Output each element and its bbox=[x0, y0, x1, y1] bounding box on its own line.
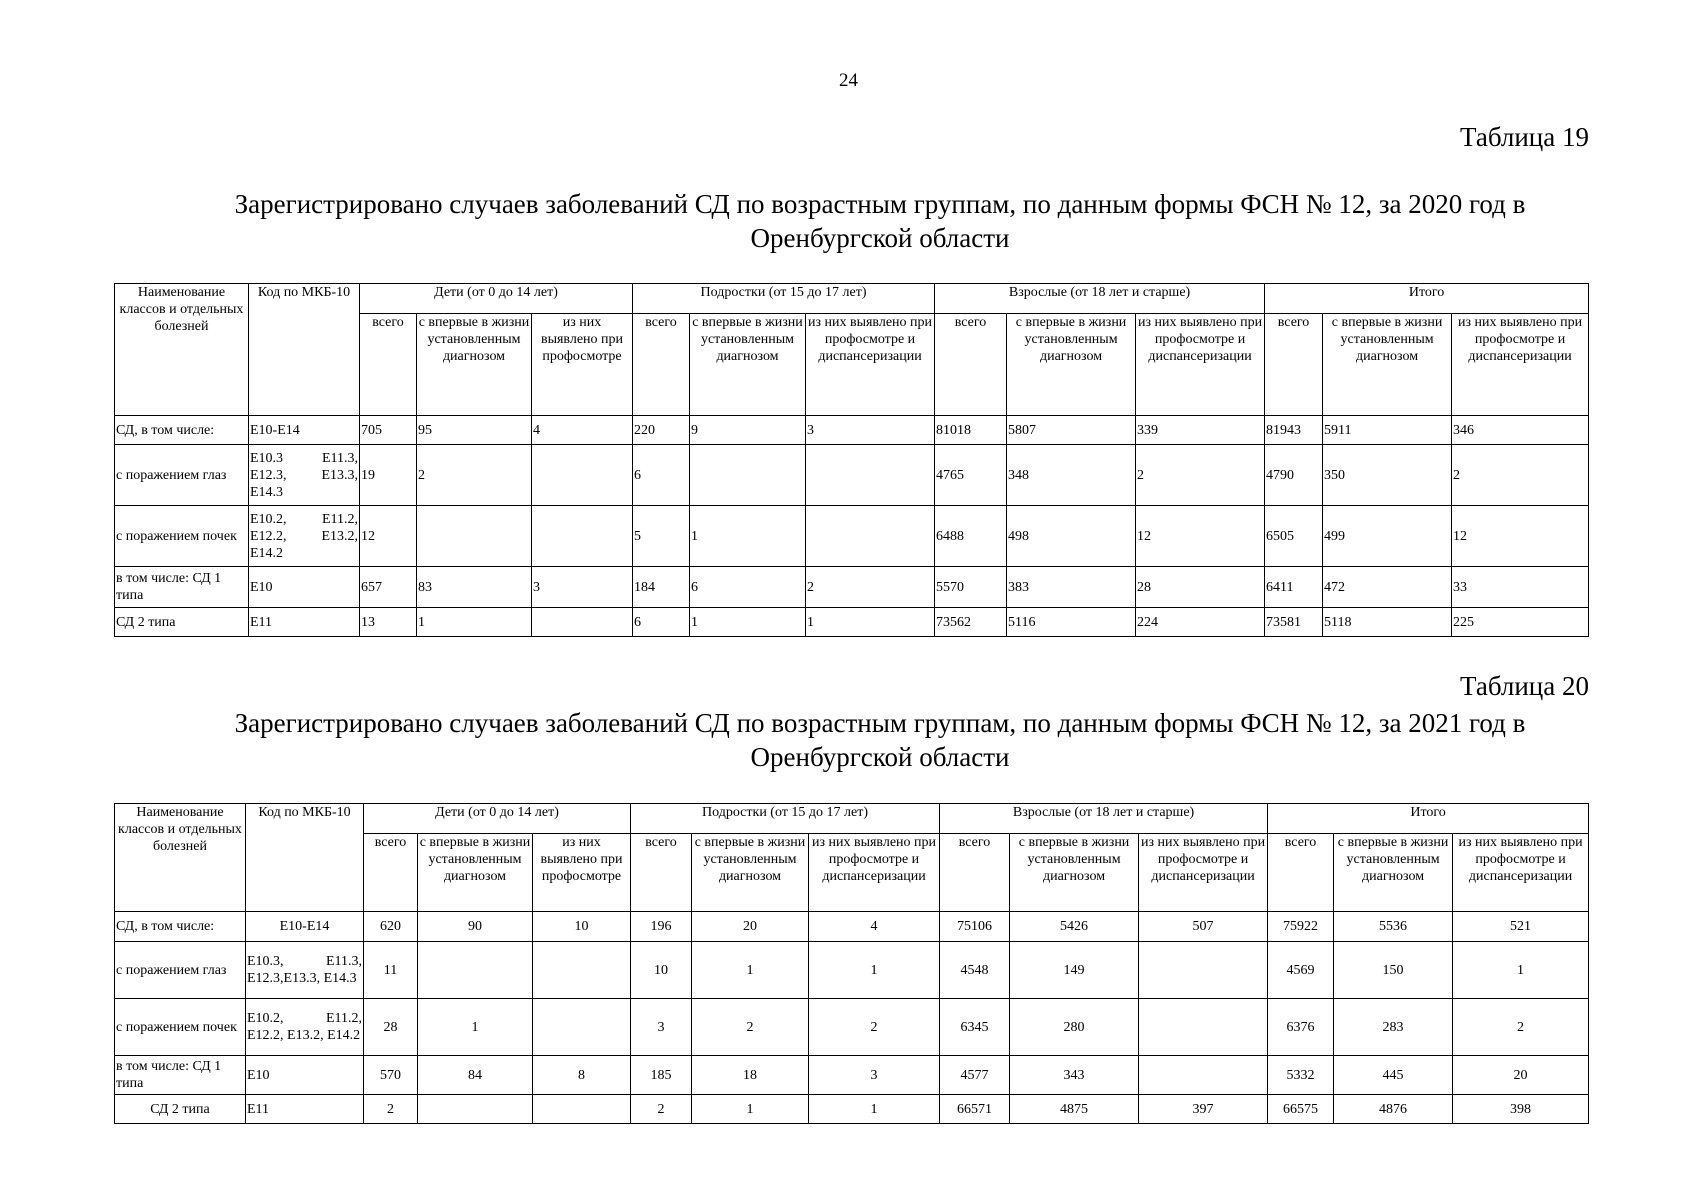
cell: 12 bbox=[1136, 506, 1265, 567]
row-name: в том числе: СД 1 типа bbox=[115, 567, 249, 608]
header-code: Код по МКБ-10 bbox=[246, 804, 364, 912]
subheader-total: всего bbox=[1268, 834, 1334, 912]
subheader-first-diagnosed: с впервые в жизни установленным диагнозом bbox=[418, 834, 533, 912]
cell: 1 bbox=[1453, 942, 1589, 999]
table-row bbox=[115, 1056, 1589, 1095]
cell: 2 bbox=[631, 1095, 692, 1124]
subheader-screening: из них выявлено при профосмотре и диспансеризации bbox=[1453, 834, 1589, 912]
cell: 8 bbox=[533, 1056, 631, 1095]
header-name: Наименование классов и отдельных болезней bbox=[115, 284, 249, 416]
cell: 283 bbox=[1334, 999, 1453, 1056]
cell: 657 bbox=[360, 567, 417, 608]
cell: 1 bbox=[809, 1095, 940, 1124]
cell: 196 bbox=[631, 912, 692, 942]
row-name: с поражением глаз bbox=[115, 942, 246, 999]
subheader-total: всего bbox=[360, 314, 417, 416]
subheader-total: всего bbox=[940, 834, 1010, 912]
subheader-first-diagnosed: с впервые в жизни установленным диагнозом bbox=[1323, 314, 1452, 416]
cell: 5116 bbox=[1007, 608, 1136, 637]
cell bbox=[1139, 1056, 1268, 1095]
cell: 81943 bbox=[1265, 416, 1323, 445]
cell: 13 bbox=[360, 608, 417, 637]
cell: 95 bbox=[417, 416, 532, 445]
header-name: Наименование классов и отдельных болезней bbox=[115, 804, 246, 912]
subheader-first-diagnosed: с впервые в жизни установленным диагнозом bbox=[1334, 834, 1453, 912]
header-group-total: Итого bbox=[1265, 284, 1589, 314]
cell: 83 bbox=[417, 567, 532, 608]
cell: 73581 bbox=[1265, 608, 1323, 637]
subheader-screening: из них выявлено при профосмотре и диспансеризации bbox=[1452, 314, 1589, 416]
cell: 3 bbox=[806, 416, 935, 445]
table-row bbox=[115, 608, 1589, 637]
cell: 66571 bbox=[940, 1095, 1010, 1124]
subheader-first-diagnosed: с впервые в жизни установленным диагнозом bbox=[690, 314, 806, 416]
header-group-children: Дети (от 0 до 14 лет) bbox=[364, 804, 631, 834]
row-name: СД, в том числе: bbox=[115, 416, 249, 445]
cell bbox=[418, 1095, 533, 1124]
cell: 2 bbox=[692, 999, 809, 1056]
cell: 9 bbox=[690, 416, 806, 445]
cell: 521 bbox=[1453, 912, 1589, 942]
cell: 224 bbox=[1136, 608, 1265, 637]
cell: 445 bbox=[1334, 1056, 1453, 1095]
cell: 383 bbox=[1007, 567, 1136, 608]
header-group-teens: Подростки (от 15 до 17 лет) bbox=[631, 804, 940, 834]
table-19-label: Таблица 19 bbox=[1460, 122, 1589, 152]
row-name: СД 2 типа bbox=[115, 1095, 246, 1124]
cell: 4876 bbox=[1334, 1095, 1453, 1124]
cell: 5 bbox=[633, 506, 690, 567]
cell: 1 bbox=[418, 999, 533, 1056]
cell: 185 bbox=[631, 1056, 692, 1095]
cell bbox=[690, 445, 806, 506]
row-name: СД, в том числе: bbox=[115, 912, 246, 942]
cell: 1 bbox=[806, 608, 935, 637]
subheader-first-diagnosed: с впервые в жизни установленным диагнозом bbox=[1007, 314, 1136, 416]
cell: 4875 bbox=[1010, 1095, 1139, 1124]
table-row bbox=[115, 999, 1589, 1056]
cell: 20 bbox=[1453, 1056, 1589, 1095]
row-name: с поражением почек bbox=[115, 999, 246, 1056]
cell: 4 bbox=[532, 416, 633, 445]
cell: 5332 bbox=[1268, 1056, 1334, 1095]
cell: 280 bbox=[1010, 999, 1139, 1056]
subheader-screening: из них выявлено при профосмотре bbox=[533, 834, 631, 912]
cell: 4577 bbox=[940, 1056, 1010, 1095]
cell: 1 bbox=[692, 942, 809, 999]
table-19-title: Зарегистрировано случаев заболеваний СД по возрастным группам, по данным формы ФСН № 12, за 2020 год в Оренбургской области bbox=[234, 189, 1526, 253]
cell: 184 bbox=[633, 567, 690, 608]
cell: 1 bbox=[417, 608, 532, 637]
cell: 6376 bbox=[1268, 999, 1334, 1056]
row-code: E10 bbox=[246, 1056, 364, 1095]
cell: 2 bbox=[806, 567, 935, 608]
cell: 499 bbox=[1323, 506, 1452, 567]
cell bbox=[533, 999, 631, 1056]
cell: 397 bbox=[1139, 1095, 1268, 1124]
row-name: СД 2 типа bbox=[115, 608, 249, 637]
cell: 3 bbox=[631, 999, 692, 1056]
cell: 10 bbox=[631, 942, 692, 999]
cell: 472 bbox=[1323, 567, 1452, 608]
row-code: E10.2, E11.2, E12.2, E13.2, E14.2 bbox=[246, 999, 364, 1056]
cell bbox=[1139, 942, 1268, 999]
table-row bbox=[115, 416, 1589, 445]
cell: 66575 bbox=[1268, 1095, 1334, 1124]
cell: 2 bbox=[417, 445, 532, 506]
table-row bbox=[115, 912, 1589, 942]
table-20-label: Таблица 20 bbox=[1460, 671, 1589, 701]
subheader-total: всего bbox=[935, 314, 1007, 416]
cell bbox=[532, 506, 633, 567]
row-code: E10.3, E11.3, E12.3,E13.3, E14.3 bbox=[246, 942, 364, 999]
subheader-screening: из них выявлено при профосмотре и диспансеризации bbox=[806, 314, 935, 416]
cell bbox=[532, 608, 633, 637]
cell: 2 bbox=[809, 999, 940, 1056]
row-name: в том числе: СД 1 типа bbox=[115, 1056, 246, 1095]
subheader-screening: из них выявлено при профосмотре и диспансеризации bbox=[809, 834, 940, 912]
cell: 1 bbox=[690, 506, 806, 567]
row-code: E11 bbox=[249, 608, 360, 637]
cell: 6 bbox=[690, 567, 806, 608]
cell: 2 bbox=[1452, 445, 1589, 506]
cell: 705 bbox=[360, 416, 417, 445]
header-group-adults: Взрослые (от 18 лет и старше) bbox=[935, 284, 1265, 314]
cell: 12 bbox=[360, 506, 417, 567]
cell: 570 bbox=[364, 1056, 418, 1095]
cell bbox=[532, 445, 633, 506]
table-row bbox=[115, 445, 1589, 506]
row-name: с поражением глаз bbox=[115, 445, 249, 506]
cell: 11 bbox=[364, 942, 418, 999]
cell: 84 bbox=[418, 1056, 533, 1095]
row-code: E10-E14 bbox=[246, 912, 364, 942]
subheader-screening: из них выявлено при профосмотре bbox=[532, 314, 633, 416]
row-code: E10.3 E11.3, E12.3, E13.3, E14.3 bbox=[249, 445, 360, 506]
cell: 6345 bbox=[940, 999, 1010, 1056]
cell: 2 bbox=[364, 1095, 418, 1124]
cell: 4569 bbox=[1268, 942, 1334, 999]
table-19 bbox=[114, 283, 1589, 637]
cell bbox=[533, 1095, 631, 1124]
cell: 73562 bbox=[935, 608, 1007, 637]
header-group-adults: Взрослые (от 18 лет и старше) bbox=[940, 804, 1268, 834]
cell: 3 bbox=[532, 567, 633, 608]
subheader-total: всего bbox=[631, 834, 692, 912]
cell bbox=[806, 445, 935, 506]
cell: 398 bbox=[1453, 1095, 1589, 1124]
subheader-screening: из них выявлено при профосмотре и диспансеризации bbox=[1136, 314, 1265, 416]
subheader-first-diagnosed: с впервые в жизни установленным диагнозом bbox=[692, 834, 809, 912]
table-row bbox=[115, 1095, 1589, 1124]
cell: 339 bbox=[1136, 416, 1265, 445]
cell bbox=[418, 942, 533, 999]
subheader-first-diagnosed: с впервые в жизни установленным диагнозом bbox=[417, 314, 532, 416]
cell: 3 bbox=[809, 1056, 940, 1095]
cell: 81018 bbox=[935, 416, 1007, 445]
header-group-teens: Подростки (от 15 до 17 лет) bbox=[633, 284, 935, 314]
cell: 1 bbox=[690, 608, 806, 637]
cell: 20 bbox=[692, 912, 809, 942]
row-code: E11 bbox=[246, 1095, 364, 1124]
cell: 6411 bbox=[1265, 567, 1323, 608]
row-code: E10 bbox=[249, 567, 360, 608]
cell: 2 bbox=[1453, 999, 1589, 1056]
table-row bbox=[115, 942, 1589, 999]
row-name: с поражением почек bbox=[115, 506, 249, 567]
cell: 5536 bbox=[1334, 912, 1453, 942]
row-code: E10.2, E11.2, E12.2, E13.2, E14.2 bbox=[249, 506, 360, 567]
cell: 5570 bbox=[935, 567, 1007, 608]
cell: 75106 bbox=[940, 912, 1010, 942]
cell: 149 bbox=[1010, 942, 1139, 999]
cell: 220 bbox=[633, 416, 690, 445]
cell: 150 bbox=[1334, 942, 1453, 999]
cell: 350 bbox=[1323, 445, 1452, 506]
cell: 498 bbox=[1007, 506, 1136, 567]
cell bbox=[1139, 999, 1268, 1056]
cell bbox=[806, 506, 935, 567]
cell: 19 bbox=[360, 445, 417, 506]
subheader-screening: из них выявлено при профосмотре и диспансеризации bbox=[1139, 834, 1268, 912]
cell: 28 bbox=[364, 999, 418, 1056]
cell: 6488 bbox=[935, 506, 1007, 567]
cell: 5807 bbox=[1007, 416, 1136, 445]
cell: 225 bbox=[1452, 608, 1589, 637]
cell: 4790 bbox=[1265, 445, 1323, 506]
cell bbox=[417, 506, 532, 567]
cell: 4765 bbox=[935, 445, 1007, 506]
header-code: Код по МКБ-10 bbox=[249, 284, 360, 416]
subheader-first-diagnosed: с впервые в жизни установленным диагнозом bbox=[1010, 834, 1139, 912]
table-20-title: Зарегистрировано случаев заболеваний СД по возрастным группам, по данным формы ФСН № 12, за 2021 год в Оренбургской области bbox=[234, 708, 1526, 772]
cell: 507 bbox=[1139, 912, 1268, 942]
subheader-total: всего bbox=[633, 314, 690, 416]
cell: 2 bbox=[1136, 445, 1265, 506]
cell: 75922 bbox=[1268, 912, 1334, 942]
cell: 33 bbox=[1452, 567, 1589, 608]
cell: 5118 bbox=[1323, 608, 1452, 637]
cell: 18 bbox=[692, 1056, 809, 1095]
cell: 1 bbox=[809, 942, 940, 999]
row-code: E10-E14 bbox=[249, 416, 360, 445]
subheader-total: всего bbox=[1265, 314, 1323, 416]
cell: 6 bbox=[633, 608, 690, 637]
cell: 5911 bbox=[1323, 416, 1452, 445]
table-20 bbox=[114, 803, 1589, 1124]
cell: 1 bbox=[692, 1095, 809, 1124]
cell: 6 bbox=[633, 445, 690, 506]
cell: 28 bbox=[1136, 567, 1265, 608]
cell: 90 bbox=[418, 912, 533, 942]
cell: 12 bbox=[1452, 506, 1589, 567]
page-number: 24 bbox=[839, 70, 858, 91]
header-group-children: Дети (от 0 до 14 лет) bbox=[360, 284, 633, 314]
cell: 5426 bbox=[1010, 912, 1139, 942]
table-row bbox=[115, 567, 1589, 608]
cell: 4 bbox=[809, 912, 940, 942]
table-row bbox=[115, 506, 1589, 567]
cell: 346 bbox=[1452, 416, 1589, 445]
cell: 348 bbox=[1007, 445, 1136, 506]
cell bbox=[533, 942, 631, 999]
cell: 4548 bbox=[940, 942, 1010, 999]
header-group-total: Итого bbox=[1268, 804, 1589, 834]
cell: 343 bbox=[1010, 1056, 1139, 1095]
cell: 10 bbox=[533, 912, 631, 942]
cell: 6505 bbox=[1265, 506, 1323, 567]
cell: 620 bbox=[364, 912, 418, 942]
subheader-total: всего bbox=[364, 834, 418, 912]
